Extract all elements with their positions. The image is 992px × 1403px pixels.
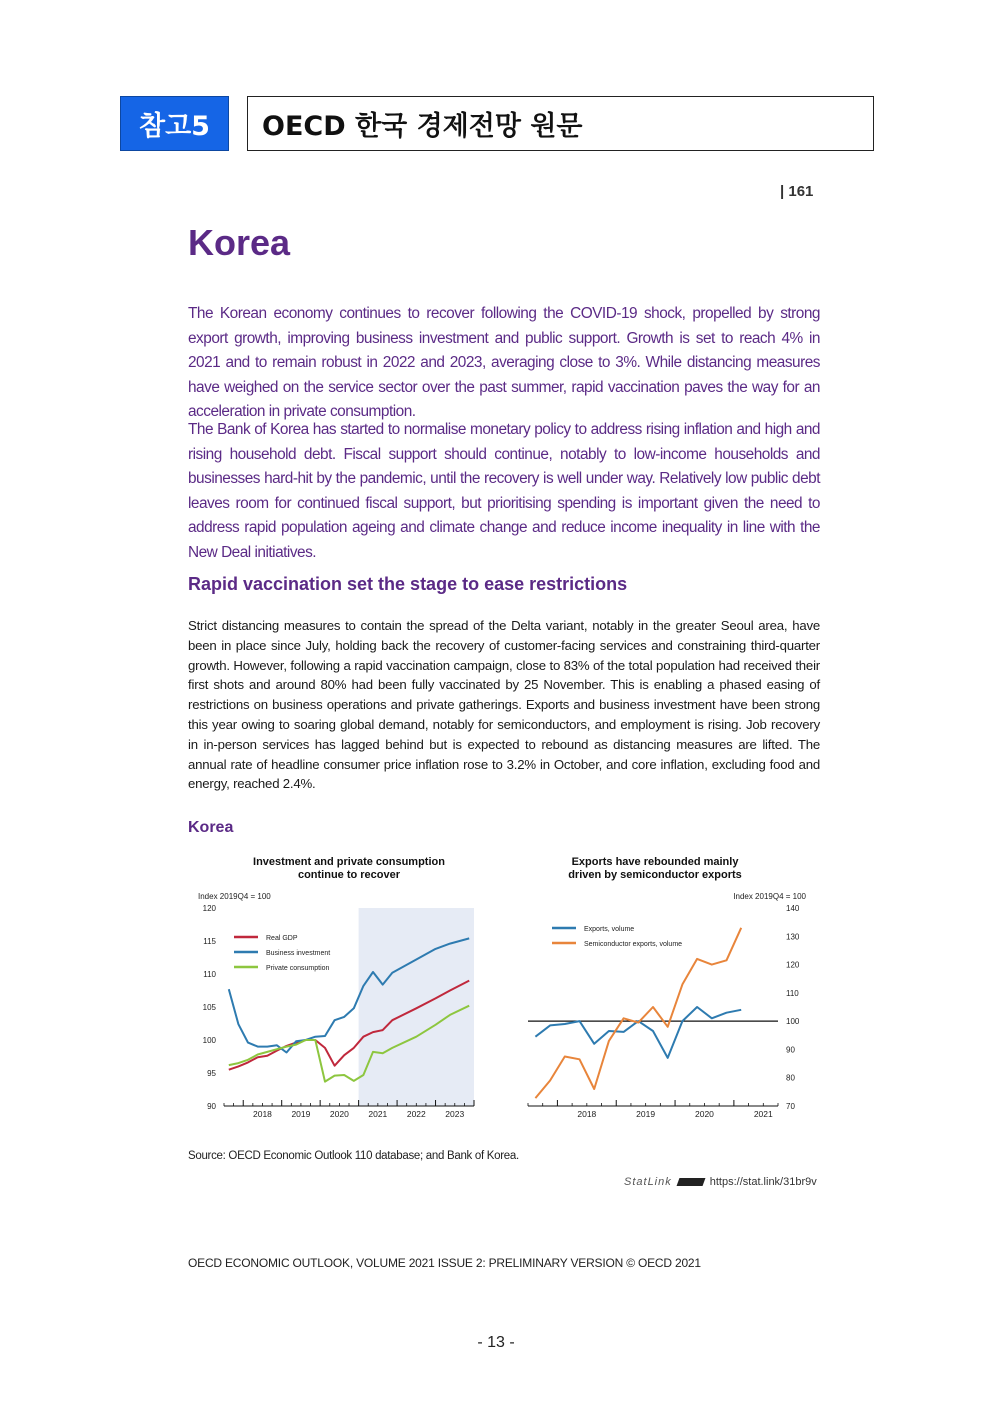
summary-paragraph-1: The Korean economy continues to recover following the COVID-19 shock, propelled by strong export growth, improving business investment and public support. Growth is set to reach 4% in 2021 and to remain robust in 2022 and 2023, averaging close to 3%. While distancing measures have weighed on the service sector over the past summer, rapid vaccination paves the way for an acceleration in private consumption. <box>188 305 820 420</box>
projection-shading <box>359 908 474 1106</box>
x-tick-label: 2018 <box>253 1109 272 1119</box>
y-tick-label: 80 <box>786 1073 795 1083</box>
statlink-label: StatLink <box>624 1176 672 1188</box>
statlink[interactable] <box>624 1176 817 1188</box>
x-tick-label: 2023 <box>445 1109 465 1119</box>
country-title: Korea <box>188 222 291 263</box>
y-tick-label: 70 <box>786 1102 795 1111</box>
x-tick-label: 2022 <box>406 1109 426 1119</box>
legend-label: Real GDP <box>266 935 298 942</box>
y-tick-label: 95 <box>207 1069 216 1078</box>
source-page-number: | 161 <box>780 183 814 200</box>
y-tick-label: 140 <box>786 904 800 913</box>
legend-label: Business investment <box>266 950 331 957</box>
y-tick-label: 100 <box>786 1017 800 1027</box>
x-tick-label: 2020 <box>695 1109 714 1119</box>
legend-label: Semiconductor exports, volume <box>584 941 683 948</box>
legend-label: Exports, volume <box>584 926 635 933</box>
chart-2-title: Exports have rebounded mainly driven by semiconductor exports <box>568 856 742 881</box>
y-tick-label: 90 <box>207 1102 216 1111</box>
series-line-2 <box>535 928 741 1098</box>
y-tick-label: 120 <box>202 904 216 913</box>
statlink-url[interactable]: https://stat.link/31br9v <box>709 1176 817 1188</box>
series-line-1 <box>535 1007 741 1058</box>
section-heading: Rapid vaccination set the stage to ease restrictions <box>188 574 628 594</box>
x-tick-label: 2020 <box>329 1109 349 1119</box>
figure-title: Korea <box>188 819 234 836</box>
x-tick-label: 2018 <box>577 1109 597 1119</box>
y-tick-label: 115 <box>203 937 216 946</box>
x-tick-label: 2021 <box>753 1109 773 1119</box>
y-tick-label: 100 <box>202 1036 216 1045</box>
section-body: Strict distancing measures to contain the spread of the Delta variant, notably in the greater Seoul area, have been in place since July, holding back the recovery of customer-facing services and constraining third-quarter growth. However, following a rapid vaccination campaign, close to 83% of the total population had received their first shots and around 80% had been fully vaccinated by 25 November. This is enabling a phased easing of restrictions on business operations and private gatherings. Exports and business investment have been strong this year owing to soaring global demand, notably for semiconductors, and employment is rising. Job recovery in in-person services has lagged behind but is expected to rebound as distancing measures are lifted. The annual rate of headline consumer price inflation rose to 3.2% in October, and core inflation, excluding food and energy, reached 2.4%. <box>188 618 820 792</box>
legend-label: Private consumption <box>266 965 330 972</box>
y-tick-label: 110 <box>203 970 216 979</box>
y-tick-label: 130 <box>786 932 800 942</box>
publication-footer: OECD ECONOMIC OUTLOOK, VOLUME 2021 ISSUE 2: PRELIMINARY VERSION © OECD 2021 <box>188 1256 701 1270</box>
exports-chart <box>520 884 820 1124</box>
summary-paragraph-2: The Bank of Korea has started to normalise monetary policy to address rising inflation and high and rising household debt. Fiscal support should continue, notably to low-income households and businesses hard-hit by the pandemic, until the recovery is well under way. Relatively low public debt leaves room for continued fiscal support, but prioritising spending is important given the need to address rapid population ageing and climate change and reduce income inequality in line with the New Deal initiatives. <box>188 421 820 561</box>
page-number-footer: - 13 - <box>477 1334 515 1351</box>
x-tick-label: 2019 <box>636 1109 656 1119</box>
investment-consumption-chart <box>188 884 488 1124</box>
source-note: Source: OECD Economic Outlook 110 database; and Bank of Korea. <box>188 1150 519 1162</box>
y-tick-label: 90 <box>786 1045 795 1055</box>
y-axis-label: Index 2019Q4 = 100 <box>198 892 271 901</box>
page-title: OECD 한국 경제전망 원문 <box>247 96 874 151</box>
y-tick-label: 120 <box>786 960 800 970</box>
x-tick-label: 2019 <box>291 1109 311 1119</box>
reference-badge: 참고5 <box>120 96 229 151</box>
y-tick-label: 105 <box>202 1003 216 1012</box>
statlink-logo-icon <box>676 1178 705 1186</box>
x-tick-label: 2021 <box>368 1109 388 1119</box>
y-axis-label: Index 2019Q4 = 100 <box>733 892 806 901</box>
y-tick-label: 110 <box>786 988 799 998</box>
chart-1-title: Investment and private consumption continue to recover <box>253 856 445 881</box>
